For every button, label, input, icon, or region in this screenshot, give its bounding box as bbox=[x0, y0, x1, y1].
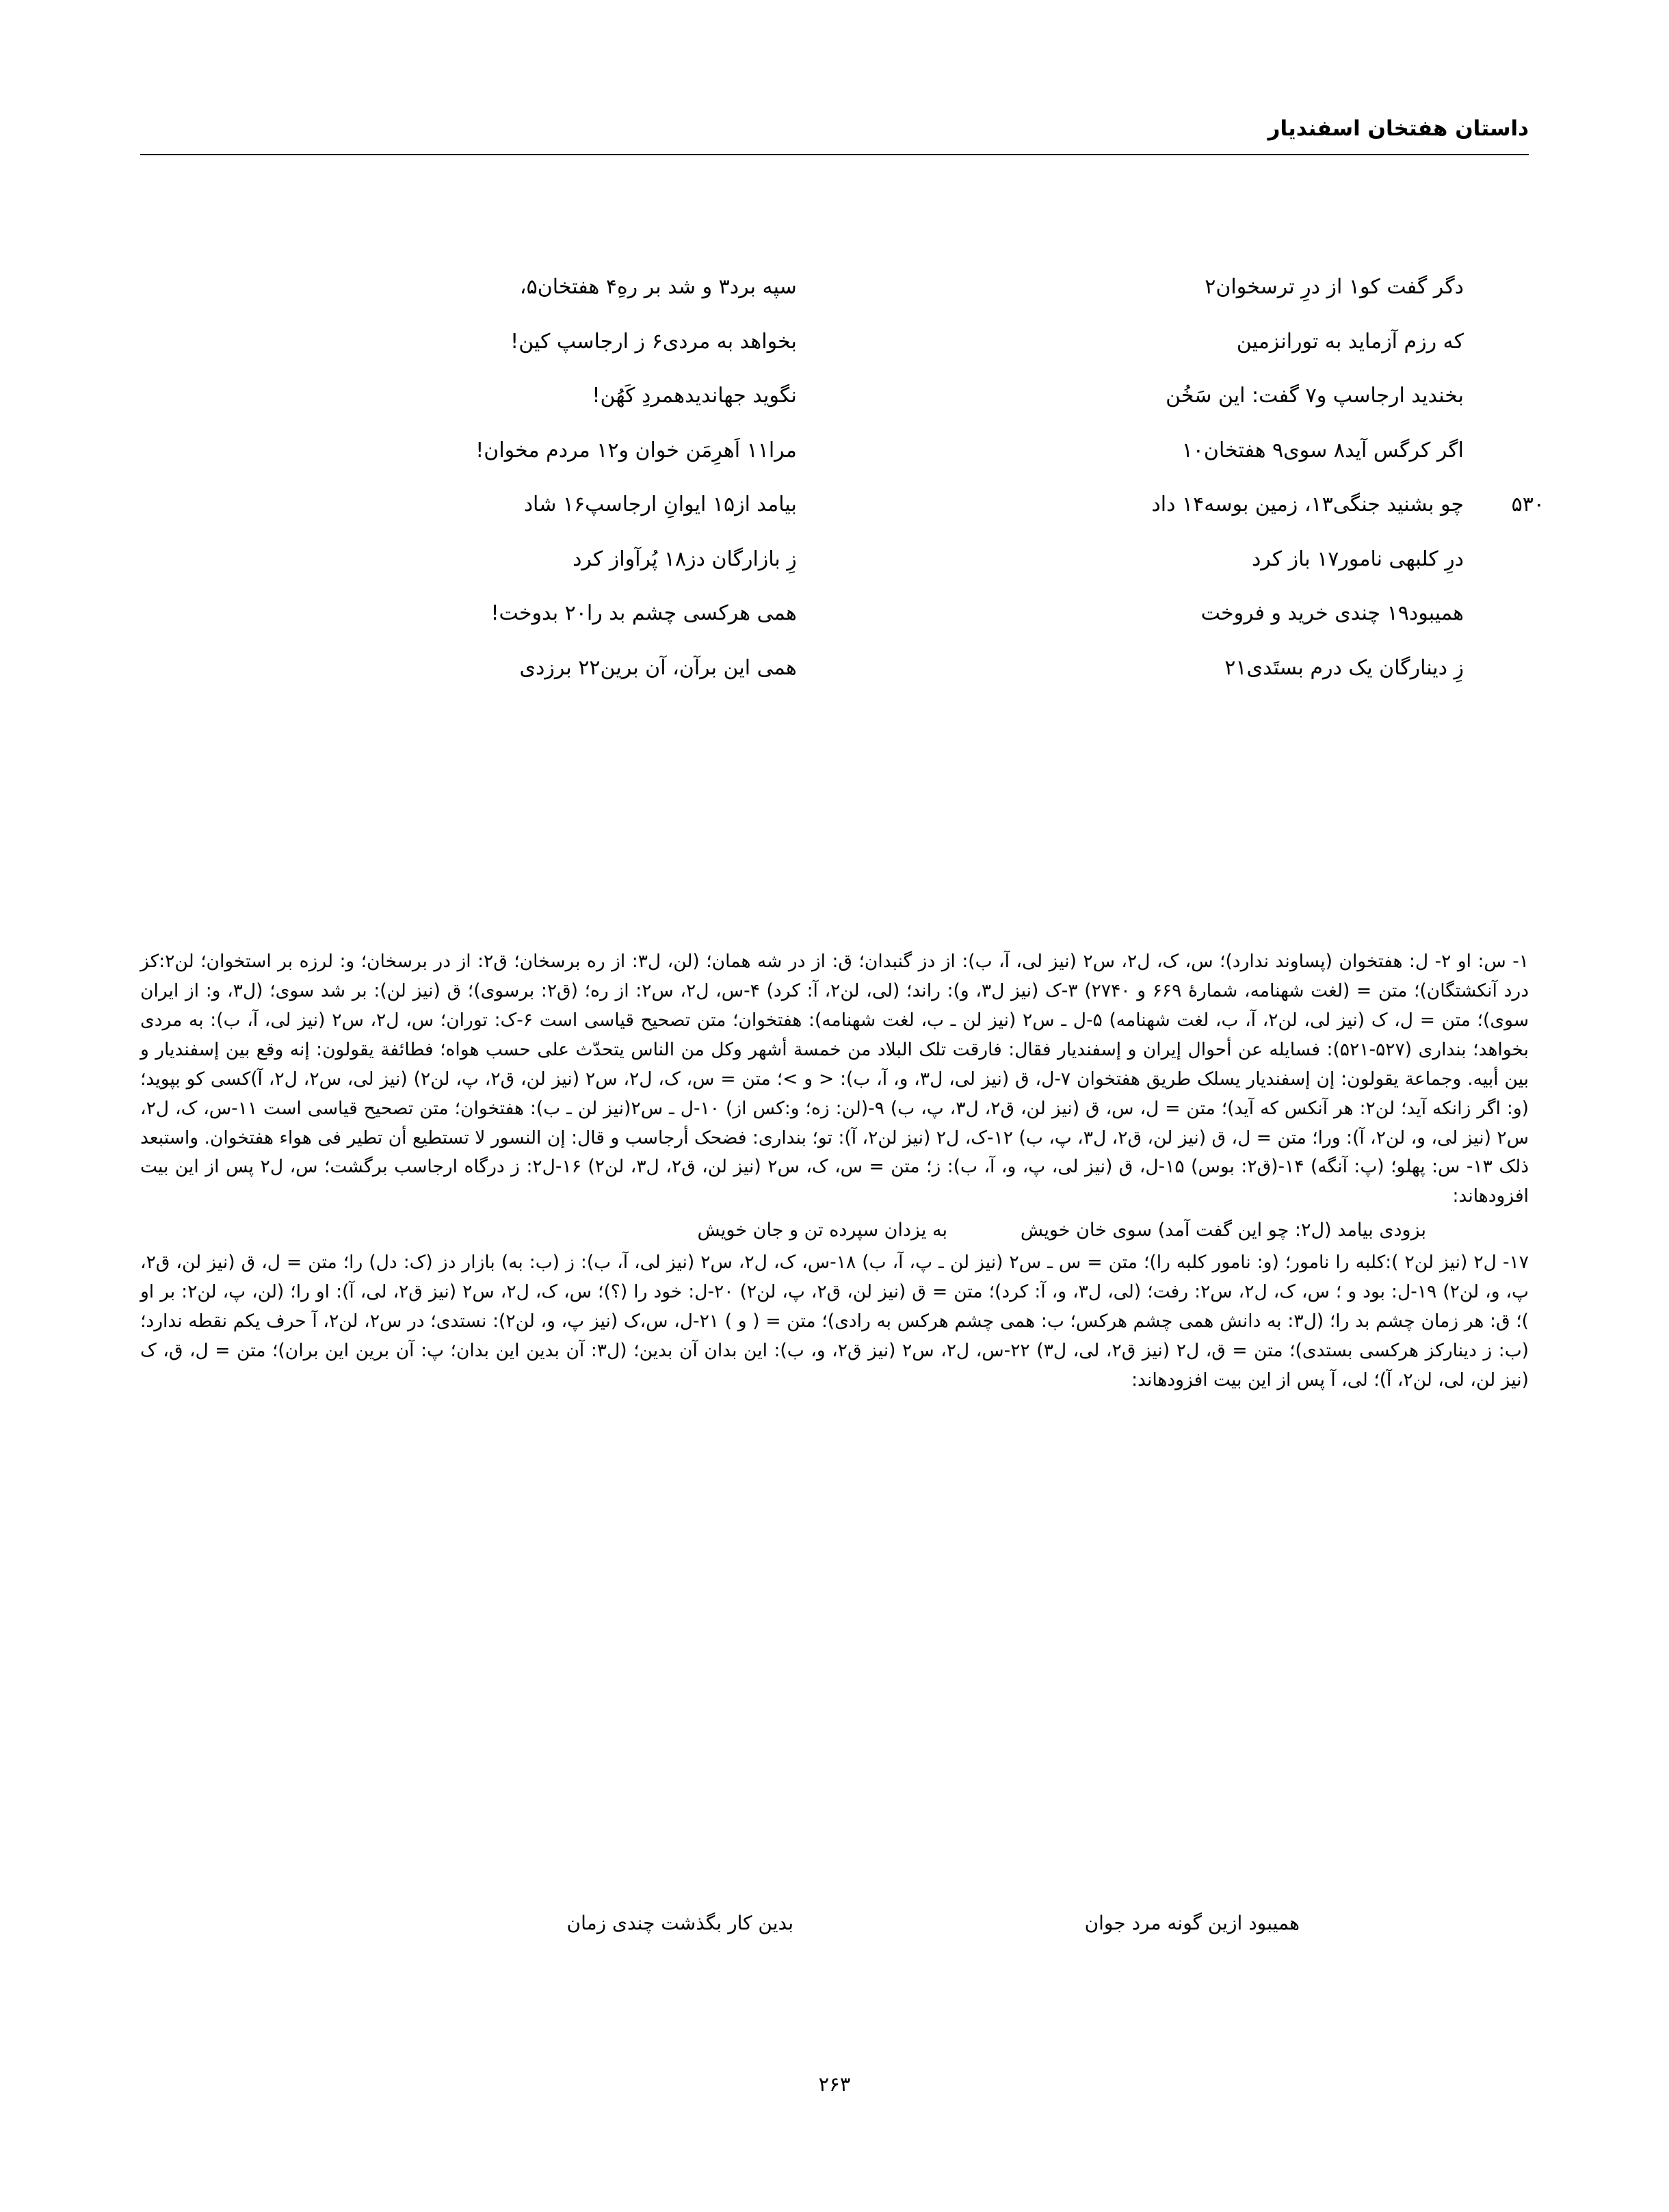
footnotes-apparatus bbox=[140, 947, 1529, 1395]
footnote-paragraph: ١- س: او ٢- ل: هفتخوان (پساوند ندارد)؛ س، ک، ل٢، س٢ (نیز لی، آ، ب): از دز گنبدان؛ ق: از در شه همان؛ (لن، ل٣: از ره برسخان؛ ق٢: از در برسخان؛ و: لرزه بر استخوان؛ لن٢:کز درد آنکشتگان)؛ متن = (لغت شهنامه، شمارهٔ ۶۶۹ و ۲۷۴۰) ٣-ک (نیز ل٣، و): راند؛ (لی، لن٢، آ: کرد) ۴-س، ل٢، س٢: از ره؛ (ق٢: برسوی)؛ ق (نیز لن): بر شد سوی؛ (ل٣، و: از ایران سوی)؛ متن = ل، ک (نیز لی، لن٢، آ، ب، لغت شهنامه) ۵-ل ـ س٢ (نیز لن ـ ب، لغت شهنامه): هفتخوان؛ متن تصحیح قیاسی است ۶-ک: توران؛ س، ل٢، س٢ (نیز لی، آ، ب): به مردی بخواهد؛ بنداری (۵۲۷-۵۲۱): فسایله عن أحوال إیران و إسفندیار فقال: فارقت تلک البلاد من خمسة أشهر وکل من الناس یتحدّث علی حسب هواه؛ فطائفة یقولون: إنه وقع بین إسفندیار و بین أبیه. وجماعة یقولون: إن إسفندیار یسلک طریق هفتخوان ٧-ل، ق (نیز لی، ل٣، و، آ، ب): < و >؛ متن = س، ک، ل٢، س٢ (نیز لن، ق٢، پ، لن٢) (نیز لی، س٢، ل٢، آ)کسی کو بپوید؛ (و: اگر زانکه آید؛ لن٢: هر آنکس که آید)؛ متن = ل، س، ق (نیز لن، ق٢، ل٣، پ، ب) ٩-(لن: زه؛ و:کس از) ١٠-ل ـ س٢(نیز لن ـ ب): هفتخوان؛ متن تصحیح قیاسی است ١١-س، ک، ل٢، س٢ (نیز لی، و، لن٢، آ): ورا؛ متن = ل، ق (نیز لن، ق٢، ل٣، پ، ب) ١٢-ک، ل٢ (نیز لن٢، آ): تو؛ بنداری: فضحک أرجاسب و قال: إن النسور لا تستطیع أن تطیر فی هواء هفتخوان. واستبعد ذلک ١٣- س: پهلو؛ (پ: آنگه) ١۴-(ق٢: بوس) ١۵-ل، ق (نیز لی، پ، و، آ، ب): ز؛ متن = س، ک، س٢ (نیز لن، ق٢، ل٣، لن٢) ١۶-ل٢: ز درگاه ارجاسب برگشت؛ س، ل٢ پس از این بیت افزودهاند: bbox=[140, 951, 1529, 1207]
page-header bbox=[140, 116, 1529, 155]
verse-row bbox=[205, 274, 1464, 302]
page-number: ۲۶۳ bbox=[818, 2072, 851, 2096]
hemistich-right: همیبود١٩ چندی خرید و فروخت bbox=[1200, 601, 1464, 625]
hemistich-right: بخندید ارجاسپ و٧ گفت: این سَخُن bbox=[1166, 384, 1464, 408]
hemistich-left: نگوید جهاندیدهمردِ کَهُن! bbox=[592, 384, 797, 408]
hemistich-left: زِ بازارگان دز١٨ پُرآواز کرد bbox=[573, 547, 797, 571]
hemistich-left: مرا١١ اَهرِمَن خوان و١٢ مردم مخوان! bbox=[475, 438, 797, 462]
hemistich-right: اگر کرگس آید٨ سوی٩ هفتخان١٠ bbox=[1181, 438, 1464, 462]
trailing-couplet bbox=[140, 1912, 1529, 1934]
inset-couplet bbox=[140, 1215, 1529, 1246]
trailing-couplet-left: بدین کار بگذشت چندی زمان bbox=[566, 1912, 793, 1934]
inset-couplet-left: به یزدان سپرده تن و جان خویش bbox=[697, 1220, 947, 1241]
trailing-couplet-right: همیبود ازین گونه مرد جوان bbox=[1084, 1912, 1300, 1934]
hemistich-left: بیامد از١۵ ایوانِ ارجاسپ١۶ شاد bbox=[523, 492, 797, 516]
verse-row bbox=[205, 546, 1464, 574]
verse-row bbox=[205, 491, 1545, 519]
hemistich-left: همی این برآن، آن برین٢٢ برزدی bbox=[519, 655, 797, 680]
verse-row bbox=[205, 655, 1464, 683]
verse-row bbox=[205, 600, 1464, 628]
verse-number: ۵۳۰ bbox=[1511, 492, 1545, 516]
verse-block bbox=[205, 274, 1545, 709]
header-divider bbox=[140, 154, 1529, 155]
footnote-paragraph: ١٧- ل٢ (نیز لن٢ ):کلبه را نامور؛ (و: نامور کلبه را)؛ متن = س ـ س٢ (نیز لن ـ پ، آ، ب) ١٨-س، ک، ل٢، س٢ (نیز لی، آ، ب): ز (ب: به) بازار دز (ک: دل) را؛ متن = ل، ق (نیز لن، ق٢، پ، و، لن٢) ١٩-ل: بود و ؛ س، ک، ل٢، س٢: رفت؛ (لی، ل٣، و، آ: کرد)؛ متن = ق (نیز لن، ق٢، پ، لن٢) ٢٠-ل: خود را (؟)؛ س، ک، ل٢، س٢ (نیز ق٢، لی، آ): او را؛ (لن، پ، لن٢: بر او )؛ ق: هر زمان چشم بد را؛ (ل٣: به دانش همی چشم هرکس؛ ب: همی چشم هرکس به رادی)؛ متن = ( و ) ٢١-ل، س،ک (نیز پ، و، لن٢): نستدی؛ در س٢، لن٢، آ حرف یکم نقطه ندارد؛ (ب: ز دینارکز هرکسی بستدی)؛ متن = ق، ل٢ (نیز ق٢، لی، ل٣) ٢٢-س، ل٢، س٢ (نیز ق٢، و، ب): این بدان آن بدین؛ (ل٣: آن بدین این بدان؛ پ: آن برین این بران)؛ متن = ل، ق، ک (نیز لن، لی، لن٢، آ)؛ لی، آ پس از این بیت افزودهاند: bbox=[140, 1252, 1529, 1391]
hemistich-left: سپه برد٣ و شد بر رهِ۴ هفتخان۵، bbox=[519, 275, 797, 299]
inset-couplet-right: بزودی بیامد (ل٢: چو این گفت آمد) سوی خان خویش bbox=[1020, 1220, 1426, 1241]
verse-row bbox=[205, 328, 1464, 356]
page-title: داستان هفتخان اسفندیار bbox=[1267, 116, 1529, 141]
hemistich-right: چو بشنید جنگی١٣، زمین بوسه١۴ داد bbox=[1151, 492, 1464, 516]
hemistich-right: درِ کلبهی نامور١٧ باز کرد bbox=[1251, 547, 1464, 571]
hemistich-left: همی هرکسی چشم بد را٢٠ بدوخت! bbox=[490, 601, 797, 625]
hemistich-left: بخواهد به مردی۶ ز ارجاسپ کین! bbox=[510, 329, 797, 354]
hemistich-right: دگر گفت کو١ از درِ ترسخوان٢ bbox=[1205, 275, 1464, 299]
hemistich-right: که رزم آزماید به تورانزمین bbox=[1236, 329, 1464, 354]
verse-row bbox=[205, 382, 1464, 410]
hemistich-right: زِ دینارگان یک درم بستَدی٢١ bbox=[1224, 655, 1464, 680]
verse-row bbox=[205, 437, 1464, 465]
